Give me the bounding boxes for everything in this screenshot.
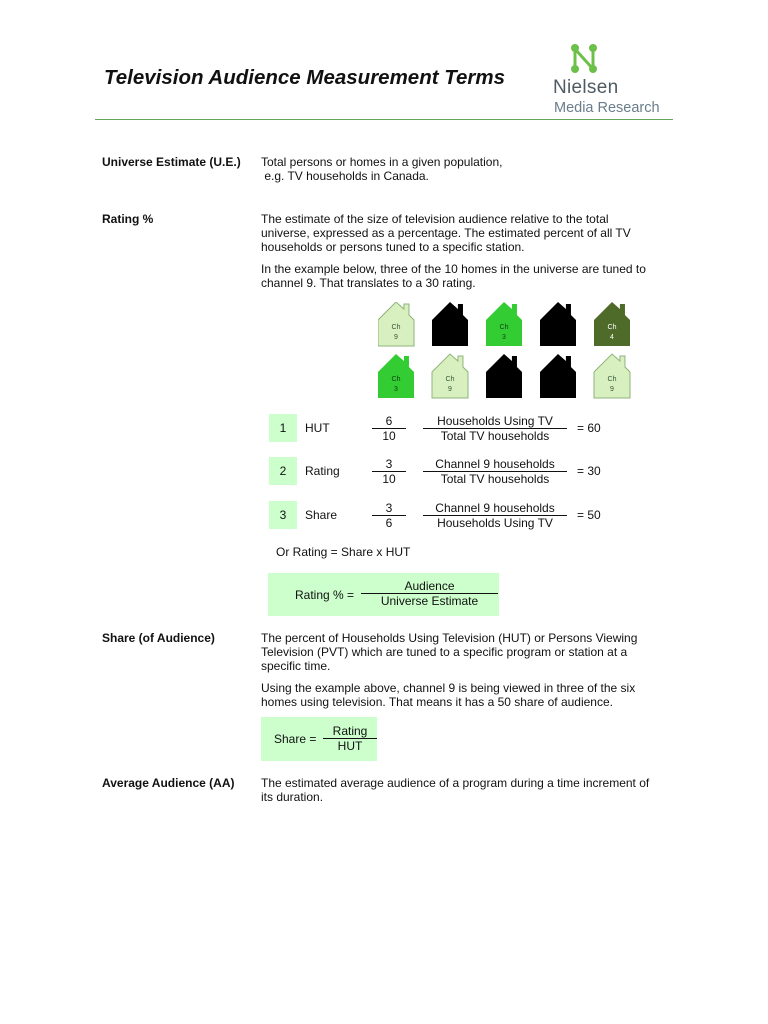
logo-name: Nielsen (553, 77, 619, 98)
house-channel-label: Ch (499, 324, 509, 331)
rating-formula-fraction (361, 579, 498, 608)
calc-row-label: Share (305, 508, 338, 522)
calc-row-fraction (372, 414, 406, 443)
share-formula-fraction (323, 724, 377, 753)
calc-row-number: 3 (269, 501, 297, 529)
rating-desc-p2: In the example below, three of the 10 homes in the universe are tuned to channel 9. That translates to a 30 rating. (261, 262, 646, 290)
calc-row-den: 6 (372, 515, 406, 530)
house-icon (540, 302, 576, 346)
house-channel-number: 3 (502, 334, 506, 341)
rating-formula-lhs: Rating % = (295, 588, 355, 602)
calc-row-num: 3 (385, 501, 393, 515)
house-icon (486, 302, 522, 346)
calc-row-word-num: Households Using TV (437, 414, 553, 428)
header-rule (95, 119, 673, 120)
house-icon (486, 354, 522, 398)
term-universe-estimate: Universe Estimate (U.E.) (102, 155, 241, 169)
share-formula-num: Rating (332, 724, 368, 738)
calc-row-den: 10 (372, 471, 406, 486)
house-channel-label: Ch (607, 376, 617, 383)
average-desc: The estimated average audience of a program during a time increment of its duration. (261, 776, 650, 804)
house-channel-number: 9 (448, 386, 452, 393)
house-channel-label: Ch (391, 376, 401, 383)
nielsen-logo-icon (566, 42, 602, 76)
calc-row-result: = 50 (577, 508, 601, 522)
calc-row-word-fraction (423, 457, 567, 486)
house-icon (432, 354, 468, 398)
house-channel-label: Ch (391, 324, 401, 331)
share-formula-den: HUT (323, 738, 377, 753)
calc-row-word-num: Channel 9 households (435, 457, 555, 471)
calc-row-label: Rating (305, 464, 340, 478)
house-icon (378, 302, 414, 346)
house-channel-number: 9 (610, 386, 614, 393)
term-average-audience: Average Audience (AA) (102, 776, 235, 790)
calc-row-word-den: Households Using TV (423, 515, 567, 530)
calc-row-word-den: Total TV households (423, 428, 567, 443)
house-icon (594, 354, 630, 398)
term-share: Share (of Audience) (102, 631, 215, 645)
calc-row-fraction (372, 501, 406, 530)
universe-desc (261, 155, 661, 183)
calc-row-result: = 30 (577, 464, 601, 478)
share-formula-lhs: Share = (274, 732, 317, 746)
share-desc-p2: Using the example above, channel 9 is being viewed in three of the six homes using television. That means it has a 50 share of audience. (261, 681, 636, 709)
houses-illustration (378, 302, 648, 402)
rating-formula-box (268, 573, 499, 616)
share-desc-p1: The percent of Households Using Television (HUT) or Persons Viewing Television (PVT) which are tuned to a specific program or station at a specific time. (261, 631, 638, 673)
calc-row-den: 10 (372, 428, 406, 443)
calc-row-word-fraction (423, 414, 567, 443)
calc-row-number: 1 (269, 414, 297, 442)
house-channel-label: Ch (607, 324, 617, 331)
universe-desc-line2: e.g. TV households in Canada. (261, 169, 429, 183)
calc-row-word-fraction (423, 501, 567, 530)
calc-row-fraction (372, 457, 406, 486)
house-icon (378, 354, 414, 398)
calc-row-label: HUT (305, 421, 330, 435)
rating-desc-p1: The estimate of the size of television audience relative to the total universe, expressed as a percentage. The estimated percent of all TV households or persons tuned to a specific station. (261, 212, 631, 254)
house-icon (432, 302, 468, 346)
calc-row-num: 3 (385, 457, 393, 471)
house-channel-label: Ch (445, 376, 455, 383)
house-channel-number: 4 (610, 334, 614, 341)
universe-desc-line1: Total persons or homes in a given population, (261, 155, 503, 169)
house-channel-number: 9 (394, 334, 398, 341)
calc-row-result: = 60 (577, 421, 601, 435)
page-title: Television Audience Measurement Terms (104, 66, 506, 89)
share-formula-box (261, 717, 377, 761)
calc-row-num: 6 (385, 414, 393, 428)
or-rating-text: Or Rating = Share x HUT (276, 545, 411, 559)
house-channel-number: 3 (394, 386, 398, 393)
house-icon (594, 302, 630, 346)
calc-row-number: 2 (269, 457, 297, 485)
term-rating: Rating % (102, 212, 154, 226)
logo-subtitle: Media Research (554, 100, 660, 116)
house-icon (540, 354, 576, 398)
rating-formula-den: Universe Estimate (361, 593, 498, 608)
rating-formula-num: Audience (404, 579, 455, 593)
calc-row-word-den: Total TV households (423, 471, 567, 486)
calc-row-word-num: Channel 9 households (435, 501, 555, 515)
